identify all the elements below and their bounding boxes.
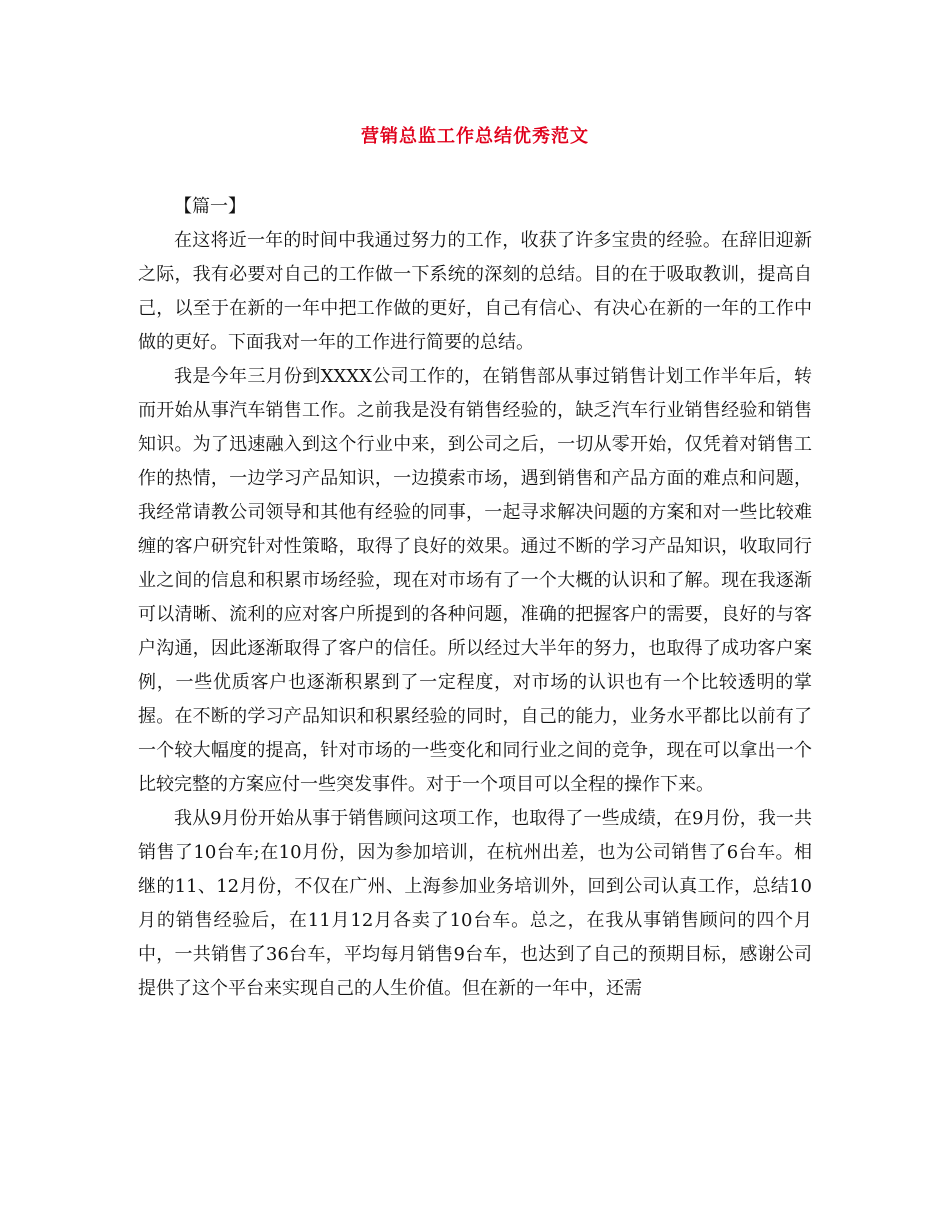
section-label: 【篇一】 — [174, 196, 246, 217]
paragraph-intro: 在这将近一年的时间中我通过努力的工作，收获了许多宝贵的经验。在辞旧迎新之际，我有必要对自己的工作做一下系统的深刻的总结。目的在于吸取教训，提高自己，以至于在新的一年中把工作做的更好，自己有信心、有决心在新的一年的工作中做的更好。下面我对一年的工作进行简要的总结。 — [138, 230, 812, 353]
paragraph-sales-results: 我从9月份开始从事于销售顾问这项工作，也取得了一些成绩，在9月份，我一共销售了10台车;在10月份，因为参加培训，在杭州出差，也为公司销售了6台车。相继的11、12月份，不仅在广州、上海参加业务培训外，回到公司认真工作，总结10月的销售经验后，在11月12月各卖了10台车。总之，在我从事销售顾问的四个月中，一共销售了36台车，平均每月销售9台车，也达到了自己的预期目标，感谢公司提供了这个平台来实现自己的人生价值。但在新的一年中，还需 — [138, 808, 812, 999]
document-body — [138, 190, 812, 1006]
paragraph-experience: 我是今年三月份到XXXX公司工作的，在销售部从事过销售计划工作半年后，转而开始从事汽车销售工作。之前我是没有销售经验的，缺乏汽车行业销售经验和销售知识。为了迅速融入到这个行业中来，到公司之后，一切从零开始，仅凭着对销售工作的热情，一边学习产品知识，一边摸索市场，遇到销售和产品方面的难点和问题，我经常请教公司领导和其他有经验的同事，一起寻求解决问题的方案和对一些比较难缠的客户研究针对性策略，取得了良好的效果。通过不断的学习产品知识，收取同行业之间的信息和积累市场经验，现在对市场有了一个大概的认识和了解。现在我逐渐可以清晰、流利的应对客户所提到的各种问题，准确的把握客户的需要，良好的与客户沟通，因此逐渐取得了客户的信任。所以经过大半年的努力，也取得了成功客户案例，一些优质客户也逐渐积累到了一定程度，对市场的认识也有一个比较透明的掌握。在不断的学习产品知识和积累经验的同时，自己的能力，业务水平都比以前有了一个较大幅度的提高，针对市场的一些变化和同行业之间的竞争，现在可以拿出一个比较完整的方案应付一些突发事件。对于一个项目可以全程的操作下来。 — [138, 366, 812, 795]
document-title: 营销总监工作总结优秀范文 — [361, 126, 589, 147]
